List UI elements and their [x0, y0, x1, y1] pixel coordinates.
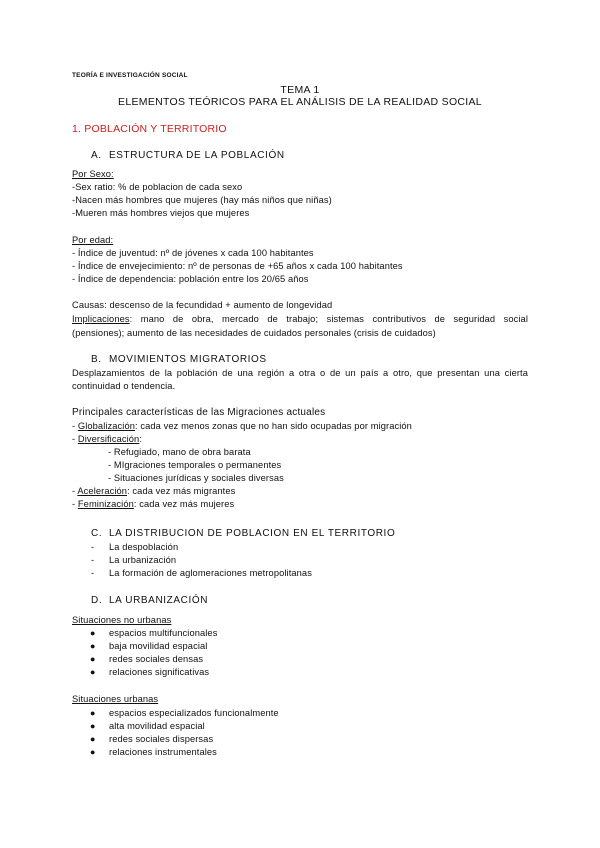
list-item: La despoblación	[109, 542, 179, 552]
dash-bullet: -	[91, 542, 95, 552]
implicaciones-text: : mano de obra, mercado de trabajo; sistemas contributivos de seguridad social	[129, 314, 528, 324]
bullet-dot-icon: ●	[90, 654, 96, 664]
subsection-heading-b: MOVIMIENTOS MIGRATORIOS	[109, 354, 267, 365]
aceleracion-text: : cada vez más migrantes	[127, 486, 236, 496]
feminizacion-text: : cada vez más mujeres	[133, 499, 235, 509]
bullet-dot-icon: ●	[90, 721, 96, 731]
bullet-dot-icon: ●	[90, 628, 96, 638]
list-item: La urbanización	[109, 555, 177, 565]
feminizacion-item: - Feminización: cada vez más mujeres	[72, 499, 235, 509]
no-urbanas-label: Situaciones no urbanas	[72, 615, 172, 625]
list-item: redes sociales dispersas	[109, 734, 214, 744]
diversificacion-subitem: - Situaciones jurídicas y sociales diversas	[108, 473, 284, 483]
title-line-2: ELEMENTOS TEÓRICOS PARA EL ANÁLISIS DE LA REALIDAD SOCIAL	[118, 96, 482, 108]
causas-text: Causas: descenso de la fecundidad + aumento de longevidad	[72, 300, 333, 310]
diversificacion-subitem: - Refugiado, mano de obra barata	[108, 447, 251, 457]
aceleracion-label: Aceleración	[77, 486, 128, 496]
list-item: relaciones instrumentales	[109, 747, 217, 757]
bullet-dot-icon: ●	[90, 667, 96, 677]
globalizacion-item: - Globalización: cada vez menos zonas que no han sido ocupadas por migración	[72, 421, 412, 431]
feminizacion-label: Feminización	[77, 499, 134, 509]
urbanas-label: Situaciones urbanas	[72, 694, 159, 704]
sexo-item: -Sex ratio: % de poblacion de cada sexo	[72, 182, 243, 192]
edad-item: - Índice de envejecimiento: nº de personas de +65 años x cada 100 habitantes	[72, 261, 403, 271]
dash-bullet: -	[91, 568, 95, 578]
edad-item: - Índice de dependencia: población entre los 20/65 años	[72, 274, 309, 284]
diversificacion-label: Diversificación	[77, 434, 140, 444]
bullet-dot-icon: ●	[90, 641, 96, 651]
title-line-1: TEMA 1	[280, 84, 320, 96]
subsection-heading-d: LA URBANIZACIÓN	[109, 595, 209, 606]
sexo-item: -Mueren más hombres viejos que mujeres	[72, 208, 250, 218]
implicaciones-line-1	[72, 314, 528, 324]
implicaciones-line-2: (pensiones); aumento de las necesidades de cuidados personales (crisis de cuidados)	[72, 328, 436, 338]
list-item: espacios especializados funcionalmente	[109, 708, 279, 718]
section-heading: 1. POBLACIÓN Y TERRITORIO	[72, 123, 227, 135]
bullet-dot-icon: ●	[90, 708, 96, 718]
list-item: baja movilidad espacial	[109, 641, 208, 651]
aceleracion-item: - Aceleración: cada vez más migrantes	[72, 486, 236, 496]
edad-label: Por edad:	[72, 235, 114, 245]
diversificacion-item: - Diversificación:	[72, 434, 143, 444]
sexo-label: Por Sexo:	[72, 169, 114, 179]
globalizacion-label: Globalización	[77, 421, 136, 431]
list-item: redes sociales densas	[109, 654, 204, 664]
bullet-dot-icon: ●	[90, 747, 96, 757]
implicaciones-label: Implicaciones	[72, 314, 130, 324]
bullet-dot-icon: ●	[90, 734, 96, 744]
subsection-heading-c: LA DISTRIBUCION DE POBLACION EN EL TERRITORIO	[109, 528, 396, 539]
list-item: espacios multifuncionales	[109, 628, 218, 638]
sexo-item: -Nacen más hombres que mujeres (hay más niños que niñas)	[72, 195, 332, 205]
subsection-heading-a: ESTRUCTURA DE LA POBLACIÓN	[109, 150, 285, 161]
diversificacion-subitem: - MIgraciones temporales o permanentes	[108, 460, 282, 470]
subsection-letter-a: A.	[91, 150, 102, 161]
subsection-letter-b: B.	[91, 354, 102, 365]
list-item: La formación de aglomeraciones metropolitanas	[109, 568, 312, 578]
migration-definition-line-2: continuidad o tendencia.	[72, 381, 176, 391]
subsection-letter-c: C.	[91, 528, 103, 539]
edad-item: - Índice de juventud: nº de jóvenes x cada 100 habitantes	[72, 248, 314, 258]
principales-heading: Principales características de las Migraciones actuales	[72, 407, 326, 418]
dash-bullet: -	[91, 555, 95, 565]
migration-definition-line-1: Desplazamientos de la población de una región a otra o de un país a otro, que presentan una cierta	[72, 368, 528, 378]
document-header: TEORÍA E INVESTIGACIÓN SOCIAL	[72, 72, 188, 79]
globalizacion-text: : cada vez menos zonas que no han sido ocupadas por migración	[135, 421, 412, 431]
list-item: relaciones significativas	[109, 667, 210, 677]
list-item: alta movilidad espacial	[109, 721, 205, 731]
subsection-letter-d: D.	[91, 595, 103, 606]
